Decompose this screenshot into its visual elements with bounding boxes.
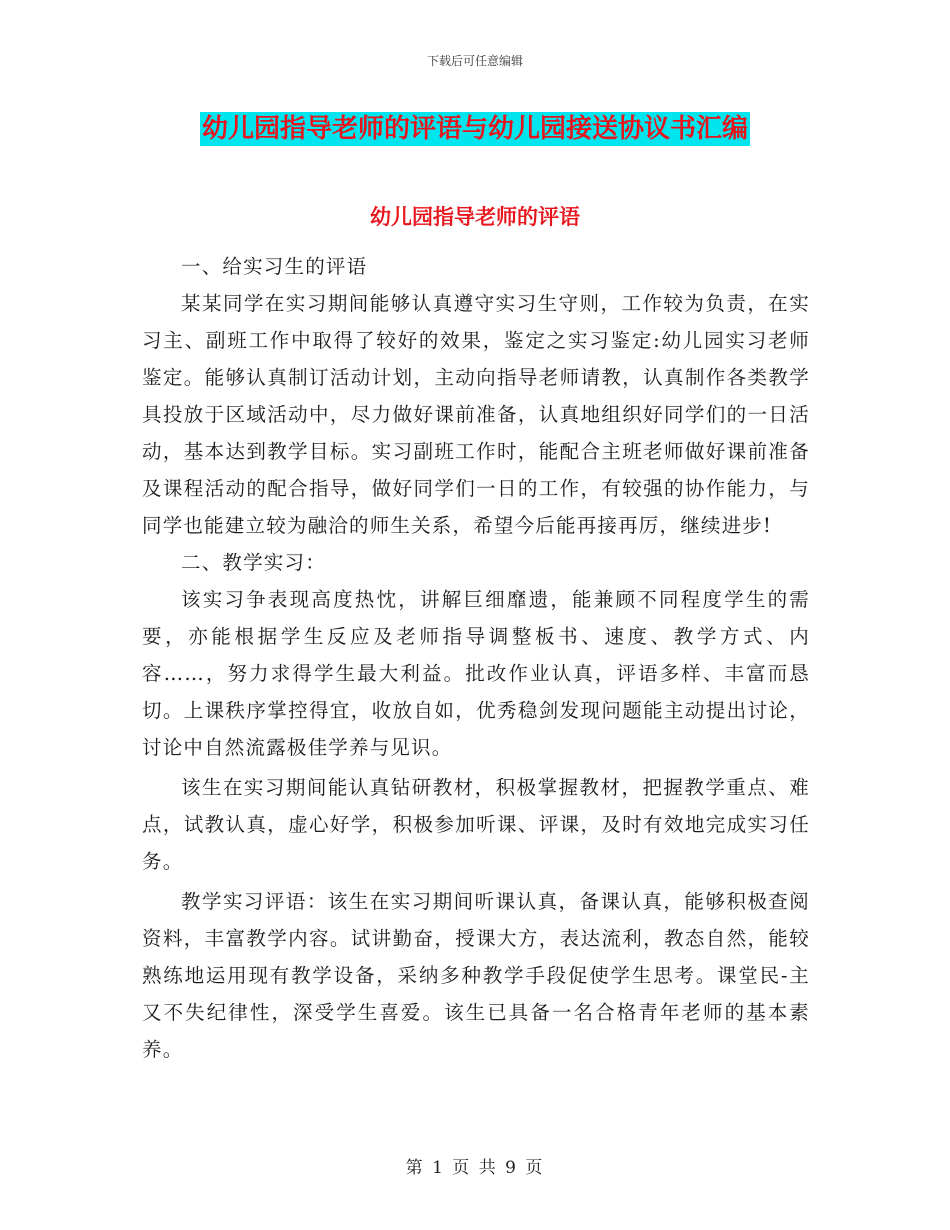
paragraph: 教学实习评语：该生在实习期间听课认真，备课认真，能够积极查阅资料，丰富教学内容。试讲勤奋，授课大方，表达流利，教态自然，能较熟练地运用现有教学设备，采纳多种教学手段促使学生思考。课堂民-主又不失纪律性，深受学生喜爱。该生已具备一名合格青年老师的基本素养。	[142, 890, 810, 1061]
paragraph: 该生在实习期间能认真钻研教材，积极掌握教材，把握教学重点、难点，试教认真，虚心好学，积极参加听课、评课，及时有效地完成实习任务。	[142, 776, 810, 873]
page-header-note: 下载后可任意编辑	[426, 54, 523, 68]
paragraph: 某某同学在实习期间能够认真遵守实习生守则，工作较为负责，在实习主、副班工作中取得了较好的效果，鉴定之实习鉴定:幼儿园实习老师鉴定。能够认真制订活动计划，主动向指导老师请教，认真制作各类教学具投放于区域活动中，尽力做好课前准备，认真地组织好同学们的一日活动，基本达到教学目标。实习副班工作时，能配合主班老师做好课前准备及课程活动的配合指导，做好同学们一日的工作，有较强的协作能力，与同学也能建立较为融洽的师生关系，希望今后能再接再厉，继续进步!	[142, 292, 810, 537]
document-main-title: 幼儿园指导老师的评语与幼儿园接送协议书汇编	[201, 114, 748, 144]
paragraph: 该实习争表现高度热忱，讲解巨细靡遗，能兼顾不同程度学生的需要，亦能根据学生反应及老师指导调整板书、速度、教学方式、内容……，努力求得学生最大利益。批改作业认真，评语多样、丰富而恳切。上课秩序掌控得宜，收放自如，优秀稳剑发现问题能主动提出讨论，讨论中自然流露极佳学养与见识。	[142, 588, 810, 759]
document-body	[142, 248, 810, 1068]
page-number-footer: 第 1 页 共 9 页	[405, 1158, 545, 1178]
main-title-container	[0, 112, 950, 146]
paragraph-heading-1: 一、给实习生的评语	[181, 255, 368, 278]
section-title: 幼儿园指导老师的评语	[370, 205, 580, 229]
paragraph-heading-2: 二、教学实习：	[181, 551, 326, 574]
